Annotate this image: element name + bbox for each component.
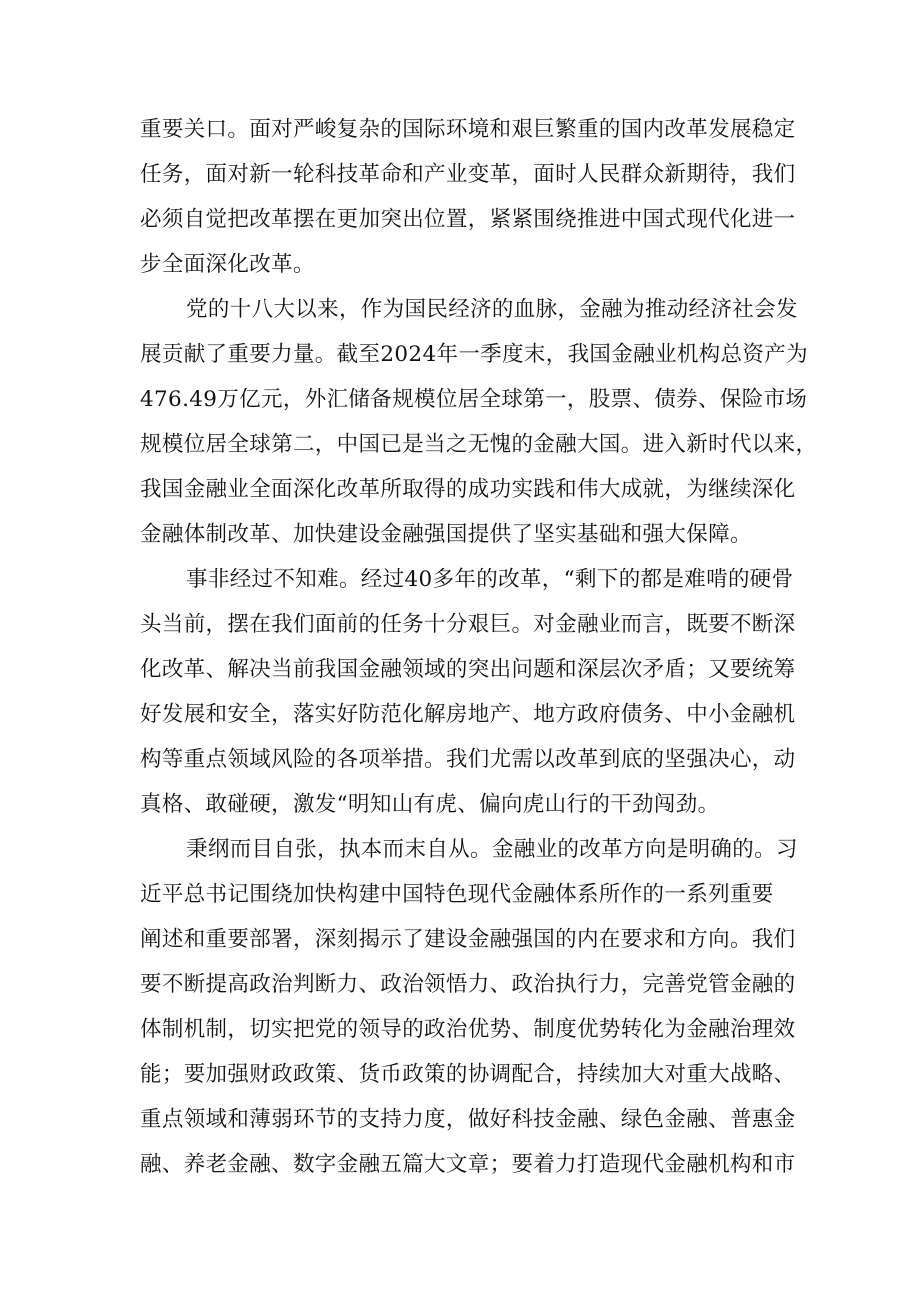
body-text-line: 阐述和重要部署，深刻揭示了建设金融强国的内在要求和方向。我们	[140, 927, 796, 952]
body-text-line: 476.49万亿元，外汇储备规模位居全球第一，股票、债券、保险市场	[140, 387, 808, 412]
body-text-line: 重点领域和薄弱环节的支持力度，做好科技金融、绿色金融、普惠金	[140, 1107, 796, 1132]
body-text-line: 金融体制改革、加快建设金融强国提供了坚实基础和强大保障。	[140, 522, 752, 547]
paragraph-first-line: 事非经过不知难。经过40多年的改革，“剩下的都是难啃的硬骨	[186, 567, 794, 592]
body-text-line: 真格、敢碰硬，激发“明知山有虎、偏向虎山行的干劲闯劲。	[140, 792, 720, 817]
body-text-line: 要不断提高政治判断力、政治领悟力、政治执行力，完善党管金融的	[140, 972, 796, 997]
body-text-line: 步全面深化改革。	[140, 252, 315, 277]
body-text-line: 必须自觉把改革摆在更加突出位置，紧紧围绕推进中国式现代化进一	[140, 207, 796, 232]
body-text-line: 融、养老金融、数字金融五篇大文章；要着力打造现代金融机构和市	[140, 1152, 796, 1177]
body-text-line: 头当前，摆在我们面前的任务十分艰巨。对金融业而言，既要不断深	[140, 612, 796, 637]
body-text-line: 规模位居全球第二，中国已是当之无愧的金融大国。进入新时代以来，	[140, 432, 818, 457]
paragraph-first-line: 党的十八大以来，作为国民经济的血脉，金融为推动经济社会发	[186, 297, 798, 322]
body-text-line: 重要关口。面对严峻复杂的国际环境和艰巨繁重的国内改革发展稳定	[140, 117, 796, 142]
body-text-line: 近平总书记围绕加快构建中国特色现代金融体系所作的一系列重要	[140, 882, 774, 907]
body-text-line: 展贡献了重要力量。截至2024年一季度末，我国金融业机构总资产为	[140, 342, 808, 367]
body-text-line: 我国金融业全面深化改革所取得的成功实践和伟大成就，为继续深化	[140, 477, 796, 502]
body-text-line: 构等重点领域风险的各项举措。我们尤需以改革到底的坚强决心，动	[140, 747, 796, 772]
body-text-line: 好发展和安全，落实好防范化解房地产、地方政府债务、中小金融机	[140, 702, 796, 727]
body-text-line: 能；要加强财政政策、货币政策的协调配合，持续加大对重大战略、	[140, 1062, 796, 1087]
body-text-line: 体制机制，切实把党的领导的政治优势、制度优势转化为金融治理效	[140, 1017, 796, 1042]
body-text-line: 化改革、解决当前我国金融领域的突出问题和深层次矛盾；又要统筹	[140, 657, 796, 682]
body-text-line: 任务，面对新一轮科技革命和产业变革，面时人民群众新期待，我们	[140, 162, 796, 187]
paragraph-first-line: 秉纲而目自张，执本而末自从。金融业的改革方向是明确的。习	[186, 837, 798, 862]
